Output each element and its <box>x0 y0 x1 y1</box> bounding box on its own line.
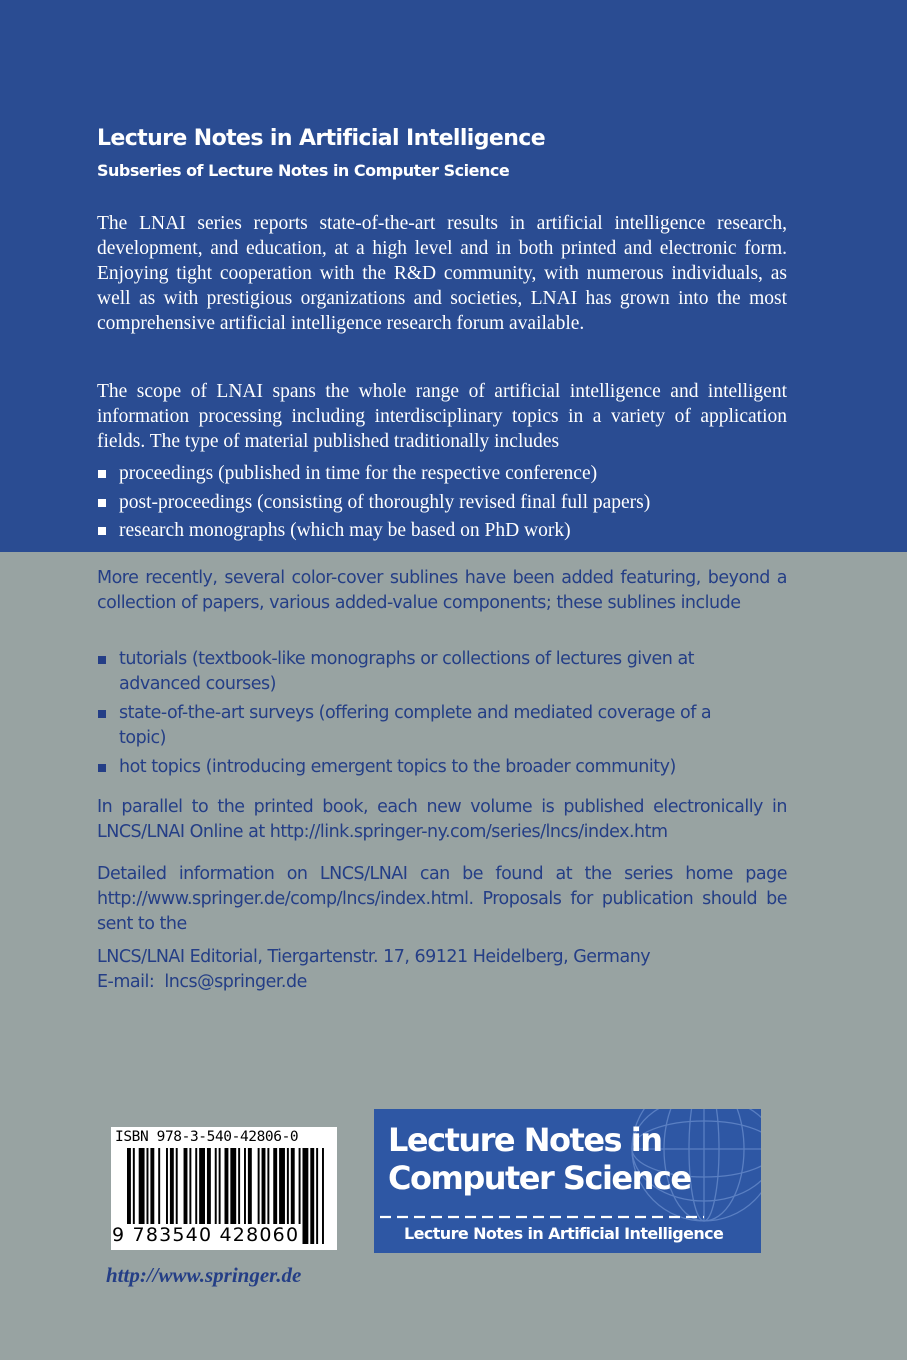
series-logo <box>374 1109 761 1253</box>
barcode-box <box>111 1127 337 1250</box>
logo-subtitle: Lecture Notes in Artificial Intelligence <box>404 1224 724 1243</box>
logo-line-2: Computer Science <box>388 1159 691 1197</box>
barcode-digits: 9 783540 428060 <box>112 1224 300 1246</box>
sublines-list <box>97 647 787 784</box>
list-item: tutorials (textbook-like monographs or collections of lectures given at advanced courses) <box>97 647 729 697</box>
series-subtitle: Subseries of Lecture Notes in Computer Science <box>97 161 510 180</box>
material-list <box>97 461 787 547</box>
series-title: Lecture Notes in Artificial Intelligence <box>97 126 546 151</box>
bullet-square-icon <box>98 527 106 535</box>
online-paragraph: In parallel to the printed book, each new volume is published electronically in LNCS/LNAI Online at http://link.springer-ny.com/series/lncs/index.htm <box>97 797 787 842</box>
email-link[interactable]: lncs@springer.de <box>164 972 307 992</box>
editorial-address: LNCS/LNAI Editorial, Tiergartenstr. 17, 69121 Heidelberg, Germany <box>97 947 651 967</box>
bullet-square-icon <box>98 470 106 478</box>
details-paragraph: Detailed information on LNCS/LNAI can be found at the series home page http://www.springer.de/comp/lncs/index.html. Proposals for publication should be sent to the <box>97 864 787 934</box>
list-item: state-of-the-art surveys (offering complete and mediated coverage of a topic) <box>97 701 719 751</box>
list-item: proceedings (published in time for the respective conference) <box>97 461 787 486</box>
list-item: research monographs (which may be based on PhD work) <box>97 518 787 543</box>
bullet-square-icon <box>98 656 106 664</box>
email-label: E-mail: <box>97 972 155 992</box>
sublines-paragraph: More recently, several color-cover sublines have been added featuring, beyond a collection of papers, various added-value components; these sublines include <box>97 568 787 613</box>
barcode-bar <box>322 1148 324 1244</box>
scope-paragraph: The scope of LNAI spans the whole range of artificial intelligence and intelligent information processing including interdisciplinary topics in a variety of application fields. The type of material published traditionally includes <box>97 381 787 452</box>
publisher-url[interactable]: http://www.springer.de <box>106 1263 302 1287</box>
list-item: post-proceedings (consisting of thoroughly revised final full papers) <box>97 490 787 515</box>
barcode-bar <box>303 1148 309 1244</box>
email-line <box>97 970 787 995</box>
isbn-number: ISBN 978-3-540-42806-0 <box>115 1129 299 1145</box>
list-item: hot topics (introducing emergent topics to the broader community) <box>97 755 787 780</box>
logo-line-1: Lecture Notes in <box>388 1121 662 1159</box>
bullet-square-icon <box>98 499 106 507</box>
barcode-bar <box>310 1148 314 1244</box>
bullet-square-icon <box>98 710 106 718</box>
bullet-square-icon <box>98 764 106 772</box>
barcode-bar <box>316 1148 318 1244</box>
intro-paragraph: The LNAI series reports state-of-the-art results in artificial intelligence research, development, and education, at a high level and in both printed and electronic form. Enjoying tight cooperation with the R&D community, with numerous individuals, as well as with prestigious organizations and societies, LNAI has grown into the most comprehensive artificial intelligence research forum available. <box>97 213 787 334</box>
